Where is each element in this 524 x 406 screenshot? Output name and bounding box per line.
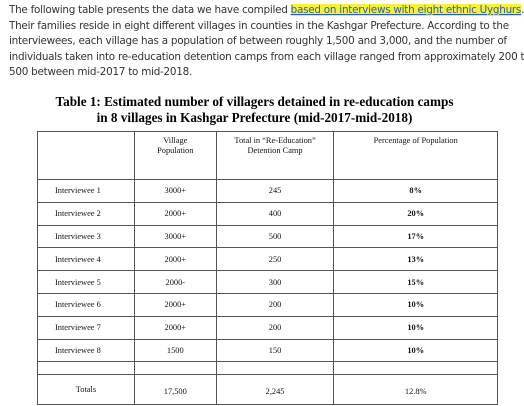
row-detained: 200 xyxy=(216,316,334,339)
row-percentage: 10% xyxy=(334,339,498,362)
table-row xyxy=(38,202,498,225)
interviews-link[interactable]: based on interviews with eight ethnic Uyghurs xyxy=(290,4,522,16)
row-percentage: 20% xyxy=(334,202,498,225)
header-text: Village xyxy=(163,136,188,145)
spacer-cell xyxy=(216,362,334,375)
table-header-row xyxy=(38,132,498,180)
row-population: 3000+ xyxy=(134,180,216,203)
intro-line-4: individuals taken into re-education detention camps from each village ranged from approximately 200 t xyxy=(9,50,524,63)
table-row xyxy=(38,180,498,203)
row-detained: 250 xyxy=(216,248,334,271)
row-name: Interviewee 8 xyxy=(38,339,135,362)
intro-paragraph xyxy=(9,3,524,81)
header-text: Detention Camp xyxy=(247,146,303,155)
table-title-line-2: in 8 villages in Kashgar Prefecture (mid-2017-mid-2018) xyxy=(96,110,413,125)
header-percentage: Percentage of Population xyxy=(334,132,498,180)
table-row xyxy=(38,271,498,294)
intro-text: The following table presents the data we have compiled xyxy=(9,4,291,16)
row-name: Interviewee 5 xyxy=(38,271,135,294)
row-detained: 245 xyxy=(216,180,334,203)
detention-table xyxy=(37,131,498,405)
table-title-line-1: Table 1: Estimated number of villagers detained in re-education camps xyxy=(55,94,454,109)
totals-percentage: 12.8% xyxy=(334,375,498,405)
row-population: 2000+ xyxy=(134,293,216,316)
header-text: Population xyxy=(157,146,194,155)
row-population: 1500 xyxy=(134,339,216,362)
spacer-cell xyxy=(134,362,216,375)
header-blank xyxy=(38,132,135,180)
table-row xyxy=(38,339,498,362)
intro-text: . xyxy=(521,4,524,16)
row-detained: 500 xyxy=(216,225,334,248)
intro-line-2: Their families reside in eight different villages in counties in the Kashgar Prefecture. According to the xyxy=(9,19,509,32)
row-detained: 400 xyxy=(216,202,334,225)
spacer-cell xyxy=(38,362,135,375)
row-population: 3000+ xyxy=(134,225,216,248)
table-row xyxy=(38,225,498,248)
row-name: Interviewee 7 xyxy=(38,316,135,339)
row-population: 2000+ xyxy=(134,316,216,339)
header-detained xyxy=(216,132,334,180)
header-text: Total in “Re-Education” xyxy=(234,136,316,145)
table-spacer-row xyxy=(38,362,498,375)
table-row xyxy=(38,248,498,271)
table-row xyxy=(38,316,498,339)
row-population: 2000+ xyxy=(134,202,216,225)
row-name: Interviewee 3 xyxy=(38,225,135,248)
spacer-cell xyxy=(334,362,498,375)
intro-line-5: 500 between mid-2017 to mid-2018. xyxy=(9,66,193,78)
intro-line-1 xyxy=(9,3,524,19)
row-name: Interviewee 6 xyxy=(38,293,135,316)
totals-population: 17,500 xyxy=(134,375,216,405)
header-village-population xyxy=(134,132,216,180)
row-percentage: 13% xyxy=(334,248,498,271)
totals-label: Totals xyxy=(38,375,135,405)
row-name: Interviewee 4 xyxy=(38,248,135,271)
row-detained: 150 xyxy=(216,339,334,362)
row-detained: 300 xyxy=(216,271,334,294)
row-percentage: 15% xyxy=(334,271,498,294)
row-name: Interviewee 1 xyxy=(38,180,135,203)
row-percentage: 17% xyxy=(334,225,498,248)
row-population: 2000- xyxy=(134,271,216,294)
table-totals-row xyxy=(38,375,498,405)
row-percentage: 8% xyxy=(334,180,498,203)
row-percentage: 10% xyxy=(334,293,498,316)
row-name: Interviewee 2 xyxy=(38,202,135,225)
row-detained: 200 xyxy=(216,293,334,316)
intro-line-3: interviewees, each village has a population of between roughly 1,500 and 3,000, and the number of xyxy=(9,35,507,47)
totals-detained: 2,245 xyxy=(216,375,334,405)
row-population: 2000+ xyxy=(134,248,216,271)
table-row xyxy=(38,293,498,316)
row-percentage: 10% xyxy=(334,316,498,339)
